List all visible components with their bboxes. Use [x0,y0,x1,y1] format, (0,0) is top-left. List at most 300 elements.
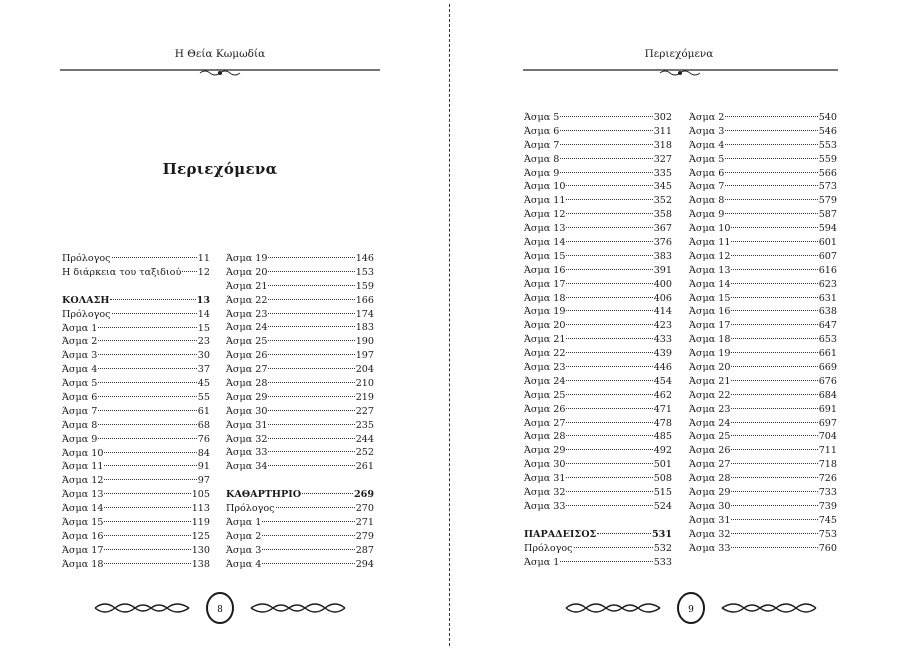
toc-section-heading[interactable] [226,488,374,502]
toc-entry[interactable] [524,222,672,236]
toc-entry-label: Άσμα 12 [689,250,731,262]
toc-leader-dots [566,241,652,242]
toc-entry[interactable] [689,222,837,236]
toc-entry-page: 454 [653,375,672,387]
toc-leader-dots [731,297,817,298]
toc-leader-dots [566,422,652,423]
toc-entry-label: Η διάρκεια του ταξιδιού [62,266,182,278]
toc-entry[interactable] [689,403,837,417]
toc-entry[interactable] [226,530,374,544]
toc-leader-dots [104,563,190,564]
toc-entry-page: 197 [355,350,374,362]
toc-entry[interactable] [689,125,837,139]
toc-entry-label: Άσμα 12 [62,475,104,487]
toc-entry-label: Πρόλογος [62,308,111,320]
toc-entry-label: Άσμα 1 [226,517,262,529]
toc-entry-page: 400 [653,278,672,290]
toc-entry-label: Άσμα 15 [689,292,731,304]
toc-entry-label: Άσμα 9 [62,433,98,445]
toc-leader-dots [98,340,196,341]
toc-entry-page: 352 [653,195,672,207]
toc-entry-label: Άσμα 10 [689,223,731,235]
toc-entry-label: Άσμα 23 [226,308,268,320]
toc-entry[interactable] [524,153,672,167]
toc-entry-label: Άσμα 5 [689,153,725,165]
toc-entry[interactable] [62,502,210,516]
toc-entry[interactable] [689,333,837,347]
toc-entry-page: 478 [653,417,672,429]
toc-entry[interactable] [62,433,210,447]
toc-entry[interactable] [226,280,374,294]
toc-entry-label: Άσμα 1 [524,556,560,568]
toc-entry-label: Άσμα 29 [226,391,268,403]
toc-entry-label: Άσμα 4 [226,558,262,570]
toc-entry[interactable] [689,542,837,556]
toc-entry[interactable] [689,111,837,125]
toc-entry[interactable] [524,333,672,347]
toc-entry-page: 718 [818,459,837,471]
toc-entry[interactable] [226,460,374,474]
toc-leader-dots [725,130,817,131]
toc-entry[interactable] [62,544,210,558]
toc-entry-label: Άσμα 4 [689,139,725,151]
toc-entry[interactable] [689,292,837,306]
toc-entry[interactable] [62,405,210,419]
toc-entry-label: Άσμα 8 [62,419,98,431]
toc-entry-label: Άσμα 2 [226,530,262,542]
toc-entry[interactable] [62,419,210,433]
toc-leader-dots [98,396,196,397]
toc-entry[interactable] [62,308,210,322]
toc-entry-page: 594 [818,223,837,235]
toc-entry-label: Άσμα 25 [524,389,566,401]
toc-entry-page: 587 [818,209,837,221]
toc-leader-dots [262,563,354,564]
toc-entry[interactable] [226,266,374,280]
toc-entry-page: 383 [653,250,672,262]
toc-leader-dots [268,340,354,341]
toc-entry[interactable] [226,433,374,447]
toc-entry-page: 219 [355,391,374,403]
toc-leader-dots [566,185,652,186]
toc-entry-page: 235 [355,419,374,431]
toc-entry[interactable] [62,558,210,572]
toc-entry-page: 244 [355,433,374,445]
toc-entry-page: 508 [653,473,672,485]
toc-entry[interactable] [524,236,672,250]
toc-entry-page: 91 [197,461,210,473]
toc-entry[interactable] [226,308,374,322]
toc-leader-dots [268,326,354,327]
toc-entry[interactable] [689,139,837,153]
toc-entry-page: 485 [653,431,672,443]
toc-entry-page: 113 [191,503,210,515]
toc-entry[interactable] [689,500,837,514]
toc-entry-page: 13 [196,294,210,306]
toc-entry[interactable] [524,472,672,486]
toc-entry[interactable] [62,460,210,474]
toc-entry[interactable] [689,444,837,458]
toc-entry[interactable] [226,335,374,349]
toc-entry[interactable] [689,250,837,264]
toc-entry-label: Άσμα 24 [689,417,731,429]
toc-leader-dots [268,313,354,314]
toc-entry-page: 524 [653,500,672,512]
toc-entry-page: 579 [818,195,837,207]
toc-entry-page: 540 [818,112,837,123]
toc-entry-page: 11 [197,253,210,264]
toc-entry[interactable] [226,349,374,363]
toc-entry[interactable] [226,321,374,335]
toc-entry[interactable] [62,530,210,544]
toc-leader-dots [731,352,817,353]
toc-entry-page: 14 [197,308,210,320]
toc-entry-label: ΠΑΡΑΔΕΙΣΟΣ [524,528,597,540]
toc-entry-label: Άσμα 11 [689,237,731,249]
toc-entry[interactable] [689,264,837,278]
toc-entry-label: Άσμα 6 [524,125,560,137]
toc-entry[interactable] [524,264,672,278]
toc-leader-dots [566,324,652,325]
toc-entry[interactable] [524,500,672,514]
toc-entry-label: Άσμα 21 [524,334,566,346]
toc-leader-dots [262,549,354,550]
toc-entry[interactable] [524,361,672,375]
toc-leader-dots [268,438,354,439]
toc-entry[interactable] [689,167,837,181]
toc-leader-dots [268,299,354,300]
toc-entry[interactable] [524,278,672,292]
toc-entry[interactable] [524,417,672,431]
toc-entry[interactable] [524,444,672,458]
toc-entry-page: 532 [653,542,672,554]
toc-entry-page: 414 [653,306,672,318]
toc-entry[interactable] [524,111,672,125]
toc-entry[interactable] [62,516,210,530]
toc-entry[interactable] [524,556,672,570]
toc-entry-page: 166 [355,294,374,306]
toc-entry-page: 210 [355,378,374,390]
toc-leader-dots [268,396,354,397]
page-number: 9 [688,605,694,615]
toc-leader-dots [566,227,652,228]
toc-section-heading[interactable] [524,528,672,542]
toc-entry[interactable] [689,361,837,375]
toc-entry-page: 302 [653,112,672,123]
toc-leader-dots [566,408,652,409]
toc-entry-page: 146 [355,253,374,264]
toc-entry-page: 190 [355,336,374,348]
toc-entry[interactable] [524,208,672,222]
toc-entry-label: Άσμα 19 [524,306,566,318]
toc-entry-label: Άσμα 16 [524,264,566,276]
toc-entry[interactable] [689,458,837,472]
toc-entry-label: Άσμα 24 [524,375,566,387]
toc-entry-page: 566 [818,167,837,179]
toc-entry-page: 318 [653,139,672,151]
toc-entry[interactable] [62,335,210,349]
toc-entry[interactable] [689,486,837,500]
toc-leader-dots [566,338,652,339]
toc-entry[interactable] [689,514,837,528]
toc-entry[interactable] [689,236,837,250]
toc-entry-page: 433 [653,334,672,346]
toc-leader-dots [731,547,817,548]
toc-entry-label: Άσμα 28 [524,431,566,443]
toc-entry-label: Άσμα 33 [226,447,268,459]
toc-entry[interactable] [689,347,837,361]
toc-entry-page: 446 [653,362,672,374]
toc-entry-page: 174 [355,308,374,320]
toc-leader-dots [276,507,355,508]
toc-entry[interactable] [689,417,837,431]
toc-leader-dots [104,465,196,466]
toc-entry[interactable] [689,194,837,208]
footer-ornament [561,588,821,628]
toc-entry-page: 546 [818,125,837,137]
toc-entry[interactable] [226,252,374,266]
toc-entry[interactable] [689,528,837,542]
toc-leader-dots [566,255,652,256]
toc-entry-label: Άσμα 13 [524,223,566,235]
toc-entry-page: 616 [818,264,837,276]
toc-section-heading[interactable] [62,294,210,308]
toc-leader-dots [560,130,652,131]
toc-entry-label: Άσμα 6 [62,392,98,404]
toc-leader-dots [566,283,652,284]
toc-entry[interactable] [524,347,672,361]
toc-entry-label: Άσμα 7 [689,181,725,193]
toc-leader-dots [597,533,651,534]
toc-entry-label: Άσμα 14 [524,237,566,249]
toc-entry-page: 45 [197,378,210,390]
toc-entry-page: 647 [818,320,837,332]
toc-entry-page: 125 [191,530,210,542]
toc-entry-label: Άσμα 16 [62,530,104,542]
toc-leader-dots [182,271,197,272]
toc-entry[interactable] [689,472,837,486]
toc-entry-label: Άσμα 11 [62,461,104,473]
toc-gap [62,280,210,294]
toc-entry-label: ΚΟΛΑΣΗ [62,294,110,306]
toc-entry-label: Άσμα 17 [62,544,104,556]
toc-entry-label: Άσμα 25 [226,336,268,348]
toc-entry-label: Άσμα 5 [524,112,560,123]
toc-entry-page: 601 [818,237,837,249]
toc-leader-dots [566,505,652,506]
toc-entry[interactable] [62,391,210,405]
toc-entry-page: 533 [653,556,672,568]
toc-entry-page: 760 [818,542,837,554]
toc-leader-dots [560,561,652,562]
toc-entry-label: Άσμα 28 [689,473,731,485]
toc-entry[interactable] [62,377,210,391]
toc-entry-label: Άσμα 15 [62,517,104,529]
toc-entry[interactable] [226,446,374,460]
toc-entry[interactable] [689,305,837,319]
toc-leader-dots [104,549,190,550]
toc-leader-dots [560,158,652,159]
toc-entry[interactable] [62,474,210,488]
toc-entry-label: Άσμα 12 [524,209,566,221]
toc-entry[interactable] [62,322,210,336]
toc-entry[interactable] [524,292,672,306]
toc-entry-page: 739 [818,500,837,512]
toc-entry[interactable] [524,305,672,319]
toc-entry[interactable] [524,403,672,417]
toc-leader-dots [98,382,196,383]
toc-leader-dots [731,269,817,270]
toc-leader-dots [566,297,652,298]
toc-entry-page: 37 [197,364,210,376]
toc-entry-page: 271 [355,517,374,529]
toc-leader-dots [725,185,817,186]
toc-entry-page: 515 [653,487,672,499]
toc-entry[interactable] [226,558,374,572]
toc-entry-page: 439 [653,348,672,360]
toc-entry-label: Άσμα 19 [689,348,731,360]
toc-leader-dots [560,172,652,173]
toc-entry-label: Άσμα 15 [524,250,566,262]
toc-leader-dots [268,451,354,452]
toc-entry[interactable] [524,139,672,153]
toc-leader-dots [725,213,817,214]
toc-leader-dots [731,255,817,256]
toc-entry-label: Άσμα 27 [689,459,731,471]
toc-entry-label: Άσμα 21 [689,375,731,387]
toc-entry-label: Άσμα 33 [524,500,566,512]
toc-entry[interactable] [62,349,210,363]
toc-entry[interactable] [524,486,672,500]
toc-entry-label: Άσμα 9 [524,167,560,179]
toc-entry[interactable] [689,153,837,167]
toc-entry[interactable] [226,544,374,558]
toc-entry-page: 691 [818,403,837,415]
toc-entry[interactable] [226,516,374,530]
toc-entry[interactable] [524,125,672,139]
toc-leader-dots [731,338,817,339]
toc-entry-label: Άσμα 16 [689,306,731,318]
toc-entry[interactable] [524,319,672,333]
toc-entry[interactable] [226,377,374,391]
toc-entry[interactable] [62,252,210,266]
toc-entry[interactable] [226,405,374,419]
toc-entry-page: 261 [355,461,374,473]
toc-entry-page: 345 [653,181,672,193]
toc-leader-dots [104,535,190,536]
toc-entry[interactable] [524,375,672,389]
toc-entry-label: Άσμα 31 [226,419,268,431]
toc-entry[interactable] [524,167,672,181]
toc-entry[interactable] [226,502,374,516]
toc-leader-dots [731,491,817,492]
toc-entry[interactable] [524,458,672,472]
toc-leader-dots [731,435,817,436]
toc-leader-dots [731,310,817,311]
toc-leader-dots [731,380,817,381]
toc-entry-page: 294 [355,558,374,570]
toc-entry[interactable] [62,266,210,280]
toc-entry-label: Άσμα 17 [524,278,566,290]
toc-entry-label: Άσμα 2 [62,336,98,348]
toc-leader-dots [262,521,354,522]
toc-entry-label: Άσμα 25 [689,431,731,443]
toc-entry-label: Άσμα 32 [689,528,731,540]
toc-entry-label: Άσμα 7 [62,405,98,417]
toc-entry[interactable] [524,430,672,444]
toc-entry[interactable] [689,375,837,389]
toc-leader-dots [560,116,652,117]
toc-entry-page: 204 [355,364,374,376]
toc-entry[interactable] [689,430,837,444]
toc-leader-dots [731,505,817,506]
toc-entry[interactable] [689,278,837,292]
toc-leader-dots [725,199,817,200]
toc-entry[interactable] [62,447,210,461]
toc-entry[interactable] [689,389,837,403]
toc-entry[interactable] [62,363,210,377]
toc-entry[interactable] [226,391,374,405]
toc-entry-label: Άσμα 5 [62,378,98,390]
toc-entry-page: 733 [818,487,837,499]
toc-entry-page: 623 [818,278,837,290]
toc-entry-page: 138 [191,558,210,570]
toc-entry-label: Άσμα 23 [524,362,566,374]
toc-entry-page: 30 [197,350,210,362]
toc-entry-page: 159 [355,280,374,292]
toc-entry-label: Άσμα 18 [62,558,104,570]
toc-entry[interactable] [524,389,672,403]
toc-entry-label: Πρόλογος [226,503,275,515]
toc-leader-dots [104,507,190,508]
toc-entry-label: Άσμα 11 [524,195,566,207]
toc-entry-page: 12 [197,266,210,278]
toc-leader-dots [302,493,353,494]
toc-entry[interactable] [524,542,672,556]
toc-entry[interactable] [689,208,837,222]
toc-entry[interactable] [689,180,837,194]
toc-entry[interactable] [226,363,374,377]
toc-entry-page: 638 [818,306,837,318]
toc-entry-page: 406 [653,292,672,304]
toc-leader-dots [104,493,190,494]
toc-entry-label: Πρόλογος [524,542,573,554]
toc-leader-dots [725,116,817,117]
toc-leader-dots [560,144,652,145]
toc-entry-page: 367 [653,223,672,235]
toc-entry-label: Άσμα 21 [226,280,268,292]
toc-entry-page: 559 [818,153,837,165]
toc-leader-dots [566,199,652,200]
toc-column-right-2 [689,111,837,556]
toc-entry[interactable] [524,180,672,194]
toc-leader-dots [98,327,196,328]
toc-entry[interactable] [226,419,374,433]
toc-leader-dots [268,465,354,466]
toc-leader-dots [112,313,197,314]
toc-entry[interactable] [62,488,210,502]
toc-entry-label: Άσμα 26 [226,350,268,362]
toc-entry[interactable] [524,250,672,264]
toc-entry-page: 501 [653,459,672,471]
toc-entry[interactable] [524,194,672,208]
toc-entry-label: Άσμα 24 [226,322,268,334]
page-number: 8 [217,605,223,615]
toc-entry[interactable] [689,319,837,333]
toc-entry-page: 55 [197,392,210,404]
toc-entry-label: Άσμα 30 [689,500,731,512]
toc-entry[interactable] [226,294,374,308]
